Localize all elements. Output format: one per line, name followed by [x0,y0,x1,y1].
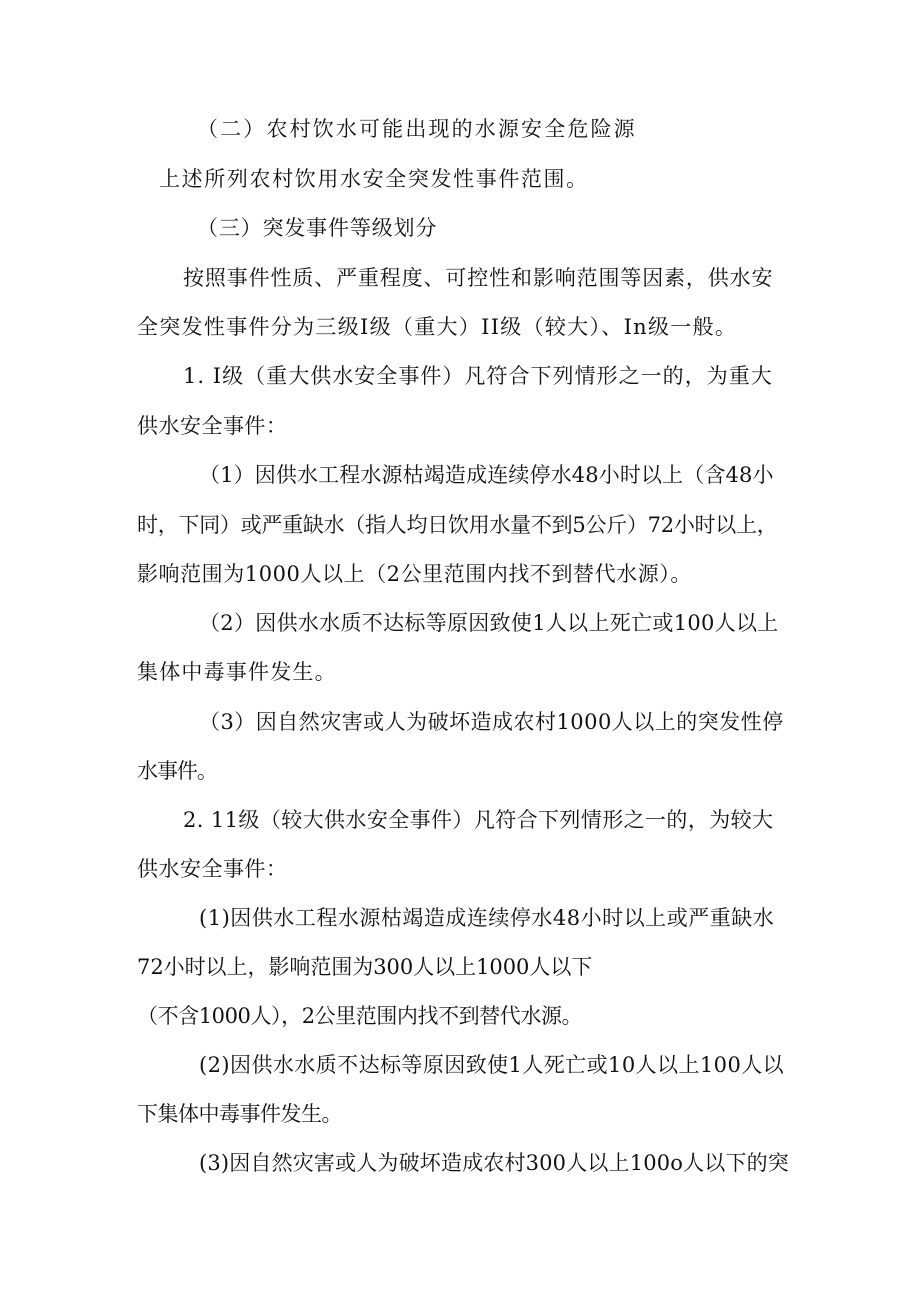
sub-item-line: (3)因自然灾害或人为破坏造成农村300人以上100o人以下的突 [199,1151,789,1175]
paragraph-line: 上述所列农村饮用水安全突发性事件范围。 [159,167,589,191]
paragraph-line: 集体中毒事件发生。 [137,660,337,684]
paragraph-line: 水事件。 [137,759,217,783]
paragraph-line: 全突发性事件分为三级I级（重大）II级（较大）、In级一般。 [137,315,738,339]
section-heading-3: （三）突发事件等级划分 [197,216,438,240]
sub-item-line: （3）因自然灾害或人为破坏造成农村1000人以上的突发性停 [199,710,784,734]
paragraph-line: 按照事件性质、严重程度、可控性和影响范围等因素，供水安 [183,266,774,290]
sub-item-line: (2)因供水水质不达标等原因致使1人死亡或10人以上100人以 [199,1053,785,1077]
paragraph-line: 时，下同）或严重缺水（指人均日饮用水量不到5公斤）72小时以上， [137,513,778,537]
section-heading-2: （二）农村饮水可能出现的水源安全危险源 [197,117,637,141]
paragraph-line: 供水安全事件： [137,414,288,438]
paragraph-line: （不含1000人），2公里范围内找不到替代水源。 [137,1004,583,1028]
paragraph-line: 影响范围为1000人以上（2公里范围内找不到替代水源）。 [137,562,692,586]
sub-item-line: (1)因供水工程水源枯竭造成连续停水48小时以上或严重缺水 [199,906,775,930]
list-item-heading: 2. 11级（较大供水安全事件）凡符合下列情形之一的，为较大 [183,808,774,832]
paragraph-line: 供水安全事件： [137,857,288,881]
paragraph-line: 72小时以上，影响范围为300人以上1000人以下 [137,955,593,979]
paragraph-line: 下集体中毒事件发生。 [137,1102,342,1126]
list-item-heading: 1. I级（重大供水安全事件）凡符合下列情形之一的，为重大 [183,364,773,388]
sub-item-line: （1）因供水工程水源枯竭造成连续停水48小时以上（含48小 [199,463,774,487]
sub-item-line: （2）因供水水质不达标等原因致使1人以上死亡或100人以上 [199,611,779,635]
